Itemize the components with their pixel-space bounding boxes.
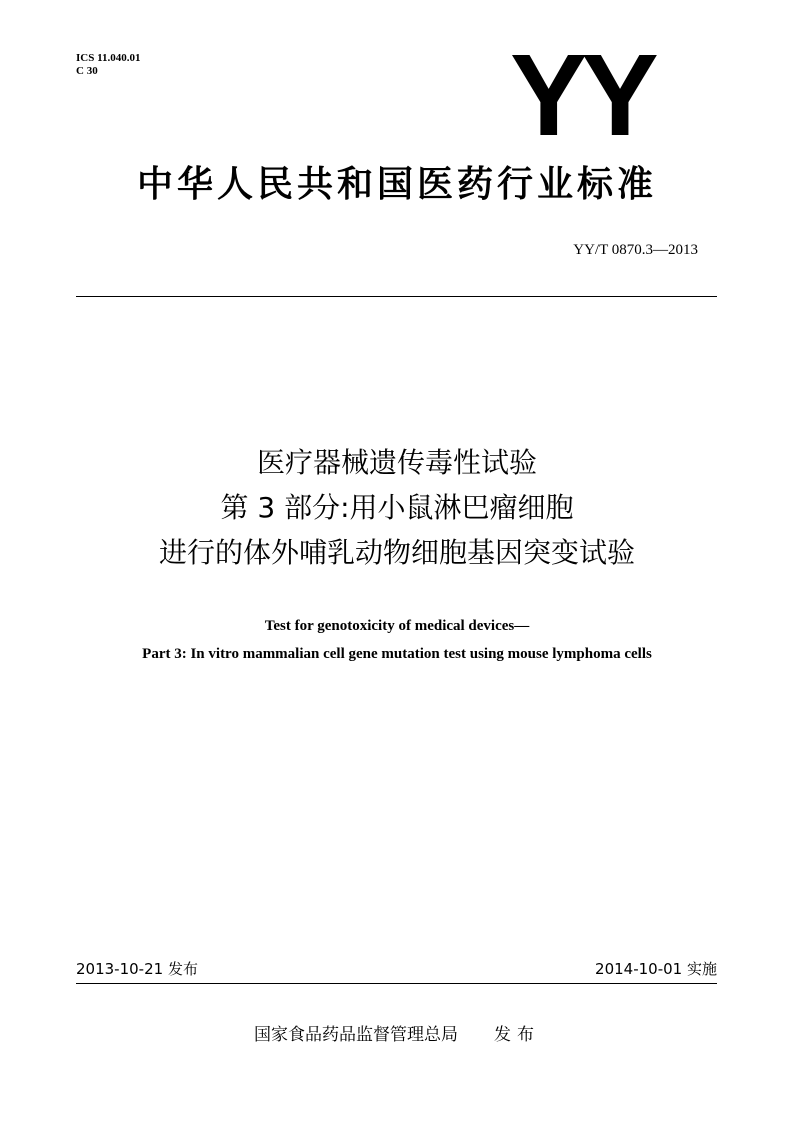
effective-date: 2014-10-01 实施 bbox=[595, 960, 717, 978]
issuer-name: 国家食品药品监督管理总局 bbox=[254, 1025, 458, 1045]
yy-logo: YY bbox=[510, 30, 653, 160]
industry-standard-title: 中华人民共和国医药行业标准 bbox=[136, 164, 657, 205]
english-title-line-1: Test for genotoxicity of medical devices— bbox=[264, 618, 530, 634]
english-title bbox=[0, 612, 794, 668]
chinese-title bbox=[0, 440, 794, 575]
chinese-title-line-1: 医疗器械遗传毒性试验 bbox=[256, 446, 537, 479]
bottom-divider bbox=[76, 983, 717, 984]
issuer-line bbox=[0, 1020, 794, 1045]
english-title-line-2: Part 3: In vitro mammalian cell gene mutation test using mouse lymphoma cells bbox=[142, 646, 652, 662]
chinese-title-line-3: 进行的体外哺乳动物细胞基因突变试验 bbox=[158, 536, 635, 569]
classification-block bbox=[76, 52, 141, 78]
top-divider bbox=[76, 296, 717, 297]
ccs-code: C 30 bbox=[76, 65, 98, 77]
chinese-title-line-2: 第 3 部分:用小鼠淋巴瘤细胞 bbox=[220, 491, 574, 524]
standard-number: YY/T 0870.3—2013 bbox=[573, 242, 698, 258]
issue-date: 2013-10-21 发布 bbox=[76, 960, 198, 978]
ics-code: ICS 11.040.01 bbox=[76, 52, 141, 64]
issue-action: 发布 bbox=[494, 1025, 540, 1045]
